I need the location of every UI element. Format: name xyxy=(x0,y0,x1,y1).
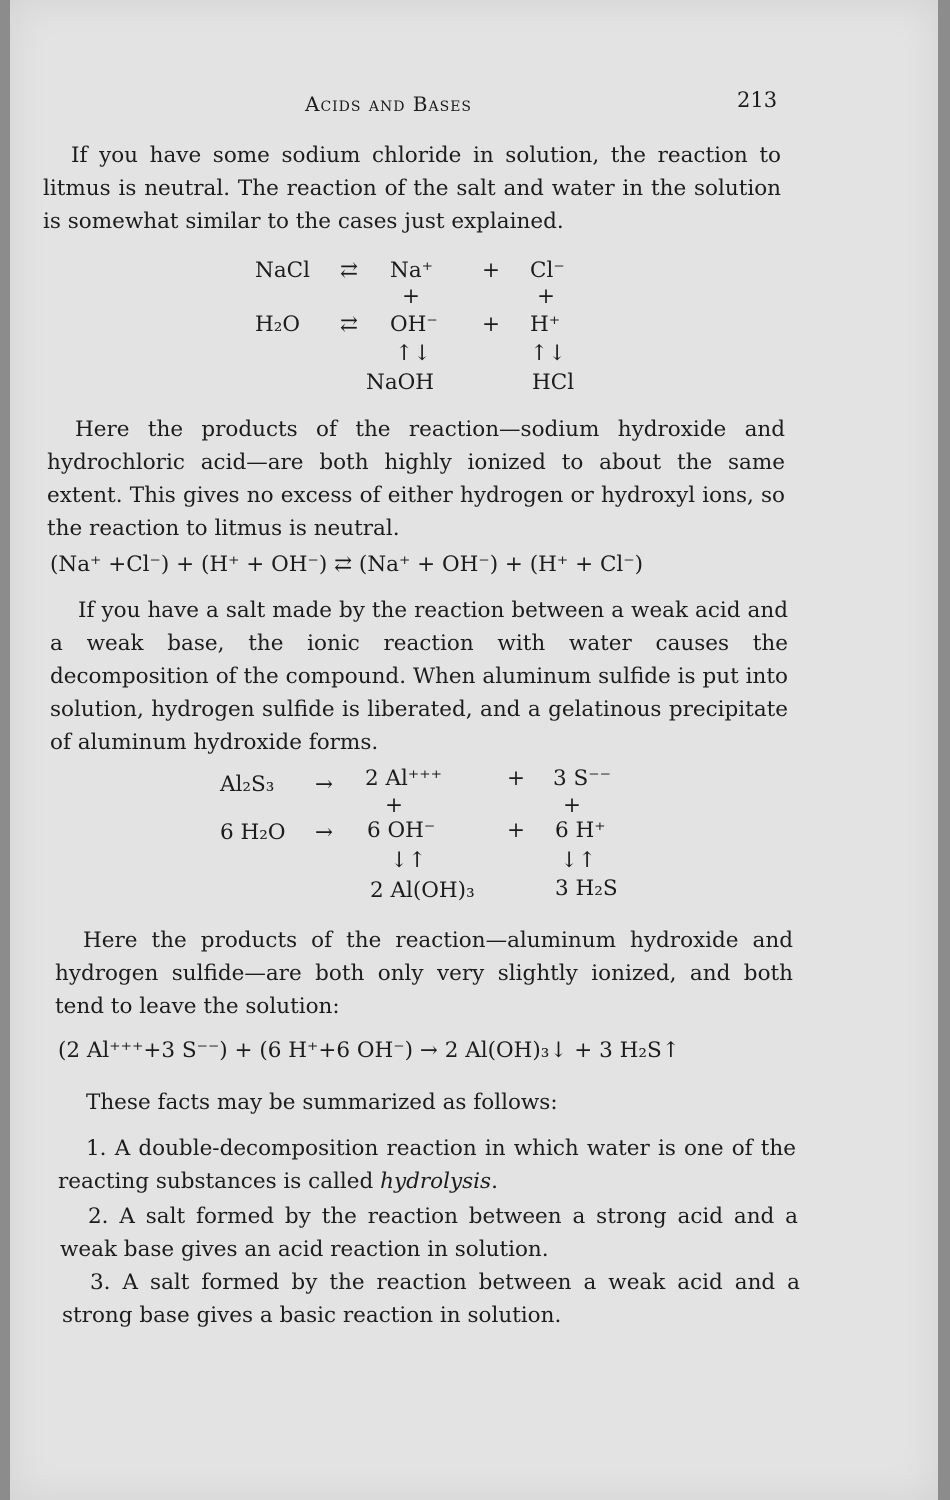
paragraph-sodium-hydroxide: Here the products of the reaction—sodium hydroxide and hydrochloric acid—are both highly ionized to about the same extent. This gives no excess of either hydrogen or hydroxyl ions, so the reaction to litmus is neutral. xyxy=(47,417,785,541)
table2-al2s3: Al₂S₃ xyxy=(220,772,275,797)
table1-hcl: HCl xyxy=(532,370,575,395)
table2-hydrogen-sulfide: 3 H₂S xyxy=(555,876,618,901)
table1-na-ion: Na⁺ xyxy=(390,258,433,283)
equation-sodium-chloride-ions: (Na⁺ +Cl⁻) + (H⁺ + OH⁻) ⇄ (Na⁺ + OH⁻) + (H⁺ + Cl⁻) xyxy=(50,552,644,577)
table1-equilibrium-1: ⇄ xyxy=(340,258,359,283)
table1-water: H₂O xyxy=(255,312,300,337)
list-item-2-number: 2. xyxy=(88,1204,109,1229)
page-number: 213 xyxy=(737,88,778,112)
equation-aluminum-sulfide-ions: (2 Al⁺⁺⁺+3 S⁻⁻) + (6 H⁺+6 OH⁻) → 2 Al(OH)₃↓ + 3 H₂S↑ xyxy=(58,1038,680,1063)
table2-arrows-col1: ↓↑ xyxy=(390,848,427,873)
list-item-1-number: 1. xyxy=(86,1136,107,1161)
table2-arrow-2: → xyxy=(315,820,334,845)
table2-oh-ion: 6 OH⁻ xyxy=(367,818,436,843)
book-page xyxy=(10,0,938,1500)
table2-s-ion: 3 S⁻⁻ xyxy=(553,766,611,791)
table1-h-ion: H⁺ xyxy=(530,312,561,337)
list-item-3-number: 3. xyxy=(90,1270,111,1295)
list-item-3 xyxy=(62,1266,800,1332)
table2-arrows-col2: ↓↑ xyxy=(560,848,597,873)
table2-al-ion: 2 Al⁺⁺⁺ xyxy=(365,766,442,791)
paragraph-sodium-chloride: If you have some sodium chloride in solution, the reaction to litmus is neutral. The reaction of the salt and water in the solution is somewhat similar to the cases just explained. xyxy=(43,143,781,234)
table1-plus-1: + xyxy=(482,258,501,283)
table2-plus-2: + xyxy=(507,818,526,843)
table1-plus-col1: + xyxy=(402,284,421,309)
list-item-1-end: . xyxy=(491,1169,498,1194)
table1-cl-ion: Cl⁻ xyxy=(530,258,565,283)
table1-plus-2: + xyxy=(482,312,501,337)
table1-arrows-col1: ↑↓ xyxy=(395,341,432,366)
table1-naoh: NaOH xyxy=(366,370,435,395)
table1-equilibrium-2: ⇄ xyxy=(340,312,359,337)
list-item-2-text: A salt formed by the reaction between a strong acid and a weak base gives an acid reaction in solution. xyxy=(60,1204,798,1262)
paragraph-aluminum-hydroxide: Here the products of the reaction—aluminum hydroxide and hydrogen sulfide—are both only very slightly ionized, and both tend to leave the solution: xyxy=(55,928,793,1019)
list-item-3-text: A salt formed by the reaction between a weak acid and a strong base gives a basic reaction in solution. xyxy=(62,1270,800,1328)
header-title: Acids and Bases xyxy=(305,92,473,116)
list-item-1-text: A double-decomposition reaction in which water is one of the reacting substances is called xyxy=(58,1136,796,1194)
table1-arrows-col2: ↑↓ xyxy=(530,341,567,366)
paragraph-weak-acid-weak-base: If you have a salt made by the reaction between a weak acid and a weak base, the ionic reaction with water causes the decomposition of the compound. When aluminum sulfide is put into solution, hydrogen sulfide is liberated, and a gelatinous precipitate of aluminum hydroxide forms. xyxy=(50,598,788,755)
table2-plus-col2: + xyxy=(563,793,582,818)
table2-aluminum-hydroxide: 2 Al(OH)₃ xyxy=(370,878,475,903)
list-item-2 xyxy=(60,1200,798,1266)
table2-water: 6 H₂O xyxy=(220,820,286,845)
list-item-1 xyxy=(58,1132,796,1198)
list-item-1-term: hydrolysis xyxy=(380,1169,492,1194)
table2-plus-1: + xyxy=(507,766,526,791)
running-header xyxy=(10,88,938,118)
table1-nacl: NaCl xyxy=(255,258,310,283)
paragraph-summary-intro: These facts may be summarized as follows: xyxy=(86,1090,558,1115)
table1-plus-col2: + xyxy=(537,284,556,309)
table2-h-ion: 6 H⁺ xyxy=(555,818,606,843)
table2-arrow-1: → xyxy=(315,772,334,797)
table2-plus-col1: + xyxy=(385,793,404,818)
table1-oh-ion: OH⁻ xyxy=(390,312,438,337)
